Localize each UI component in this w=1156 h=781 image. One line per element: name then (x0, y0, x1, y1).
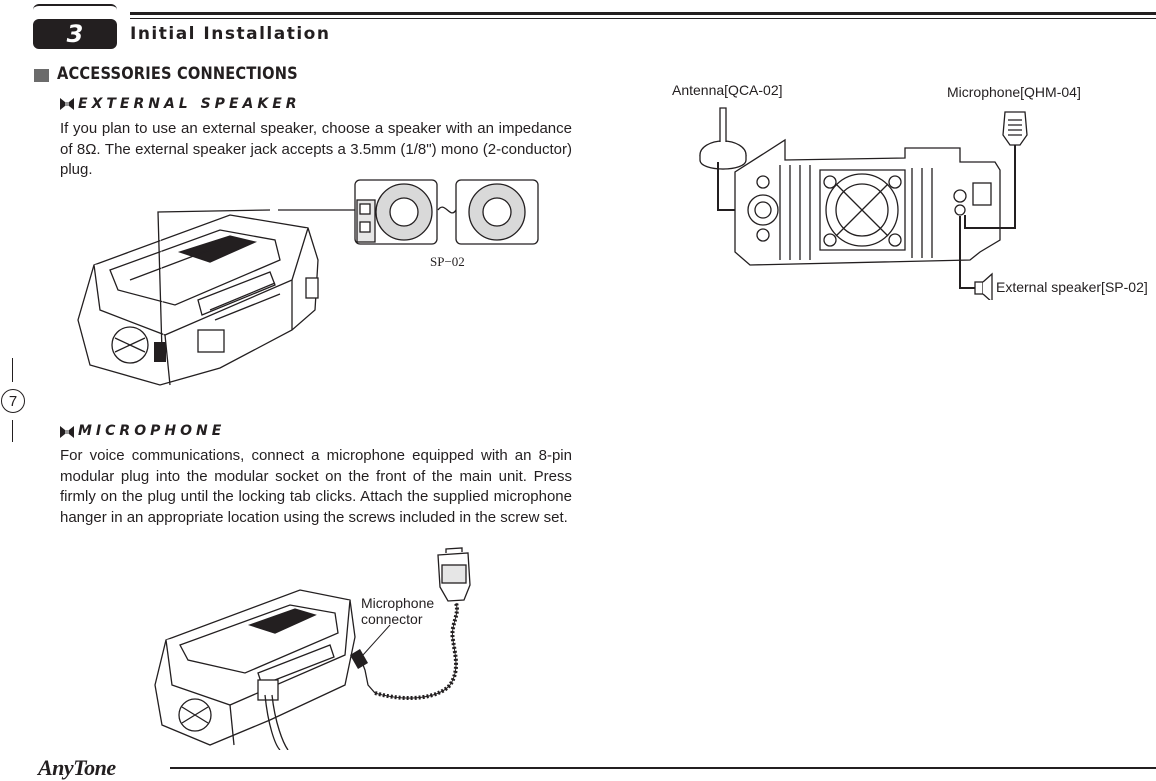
footer-rule (170, 767, 1156, 769)
microphone-title: MICROPHONE (78, 423, 226, 439)
subsection-marker-icon (60, 98, 74, 110)
external-speaker-title: EXTERNAL SPEAKER (78, 96, 301, 112)
microphone-illustration (150, 545, 480, 750)
microphone-model-label: Microphone[QHM-04] (947, 84, 1081, 100)
antenna-drawing (700, 108, 746, 169)
brand-logo: AnyTone (38, 755, 116, 780)
antenna-label: Antenna[QCA-02] (672, 82, 783, 98)
section-title: ACCESSORIES CONNECTIONS (57, 64, 298, 84)
chapter-number: 3 (66, 20, 84, 48)
microphone-connector-label-line2: connector (361, 611, 423, 627)
radio-unit-drawing (78, 215, 318, 385)
page-marker-line-bottom (12, 420, 13, 442)
microphone-body: For voice communications, connect a microphone equipped with an 8-pin modular plug into the modular socket on the front of the main unit. Press firmly on the plug until the locking tab clicks. Attach the supplied microphone hanger in an appropriate location using the screws included in the screw set. (60, 447, 572, 526)
rear-panel-diagram (690, 100, 1030, 300)
microphone-connector-label (361, 595, 434, 627)
subsection-marker-icon (60, 426, 74, 438)
external-speaker-body: If you plan to use an external speaker, choose a speaker with an impedance of 8Ω. The external speaker jack accepts a 3.5mm (1/8") mono (2-conductor) plug. (60, 120, 572, 178)
chapter-badge-top-edge (33, 4, 117, 19)
hand-microphone (438, 548, 470, 601)
speaker-link-cable (438, 207, 456, 213)
chapter-number-badge (33, 19, 117, 49)
speaker-plug (154, 342, 166, 362)
chapter-title: Initial Installation (130, 24, 331, 44)
speaker-icon (975, 274, 992, 300)
speaker-box-1 (355, 180, 437, 244)
microphone-connector-label-line1: Microphone (361, 595, 435, 611)
connector-leader-line (363, 625, 390, 655)
section-marker-icon (34, 69, 49, 82)
rear-microphone-drawing (1003, 112, 1027, 145)
page-number: 7 (1, 389, 25, 413)
external-speaker-illustration (70, 170, 550, 395)
page-marker-line-top (12, 358, 13, 382)
radio-unit-drawing (155, 590, 355, 745)
external-speaker-model-label: External speaker[SP-02] (996, 279, 1148, 295)
speaker-model-label: SP−02 (430, 254, 465, 269)
header-rule-thin (130, 18, 1156, 19)
speaker-box-2 (456, 180, 538, 244)
header-rule-thick (130, 12, 1156, 15)
